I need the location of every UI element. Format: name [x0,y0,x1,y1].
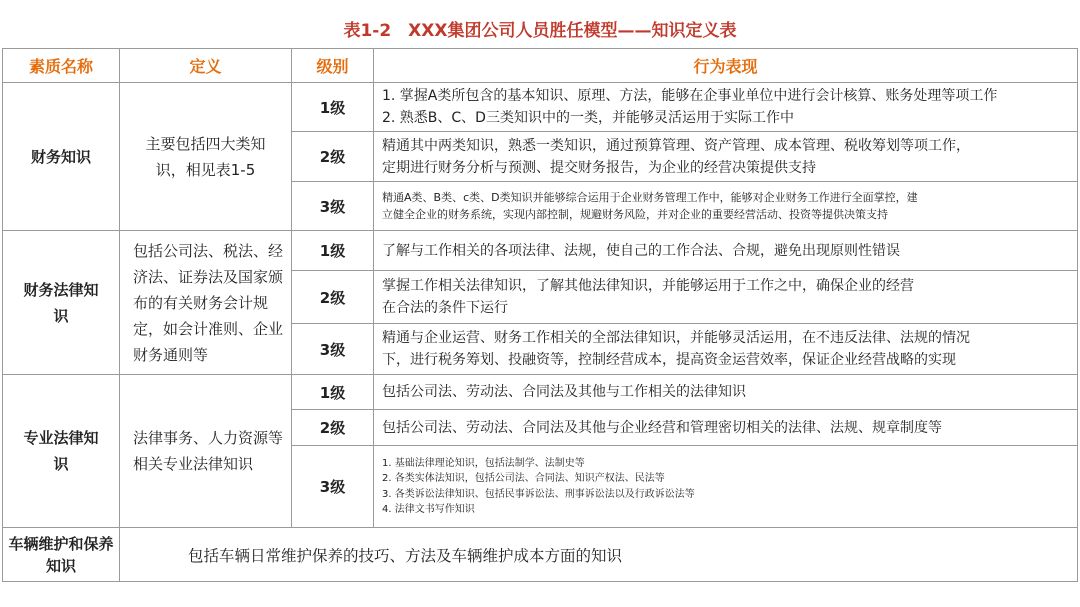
behavior-line: 下，进行税务筹划、投融资等，控制经营成本，提高资金运营效率，保证企业经营战略的实现 [382,352,956,368]
knowledge-definition-table [2,48,1078,582]
header-definition: 定义 [120,49,292,83]
behavior-cell [374,446,1078,528]
competency-name: 专业法律知识 [3,375,120,528]
behavior-line: 掌握工作相关法律知识，了解其他法律知识，并能够运用于工作之中，确保企业的经营 [382,278,914,294]
level-label: 1级 [292,231,374,271]
behavior-cell [374,231,1078,271]
behavior-line: 精通与企业运营、财务工作相关的全部法律知识，并能够灵活运用，在不违反法律、法规的情况 [382,330,970,346]
competency-name: 车辆维护和保养知识 [3,528,120,582]
header-name: 素质名称 [3,49,120,83]
behavior-line: 了解与工作相关的各项法律、法规，使自己的工作合法、合规，避免出现原则性错误 [382,242,900,259]
competency-name: 财务知识 [3,83,120,231]
behavior-line: 包括公司法、劳动法、合同法及其他与工作相关的法律知识 [382,384,746,400]
competency-definition: 法律事务、人力资源等相关专业法律知识 [120,375,292,528]
competency-definition: 包括公司法、税法、经济法、证券法及国家颁布的有关财务会计规定，如会计准则、企业财务通则等 [120,231,292,375]
behavior-line: 立健全企业的财务系统，实现内部控制，规避财务风险，并对企业的重要经营活动、投资等提供决策支持 [382,208,888,221]
level-label: 2级 [292,410,374,446]
behavior-line: 4. 法律文书写作知识 [382,504,475,515]
table-row [3,528,1078,582]
behavior-line: 2. 各类实体法知识，包括公司法、合同法、知识产权法、民法等 [382,473,665,484]
level-label: 2级 [292,271,374,324]
behavior-cell [374,182,1078,231]
behavior-cell [374,271,1078,324]
level-label: 2级 [292,132,374,182]
level-label: 1级 [292,83,374,132]
behavior-line: 精通A类、B类、c类、D类知识并能够综合运用于企业财务管理工作中，能够对企业财务工作进行全面掌控，建 [382,191,918,204]
behavior-line: 定期进行财务分析与预测、提交财务报告，为企业的经营决策提供支持 [382,159,816,176]
behavior-line: 在合法的条件下运行 [382,300,508,316]
level-label: 1级 [292,375,374,410]
behavior-cell [374,83,1078,132]
table-row [3,375,1078,410]
table-title: 表1-2 XXX集团公司人员胜任模型——知识定义表 [343,21,737,41]
level-label: 3级 [292,446,374,528]
competency-name: 财务法律知识 [3,231,120,375]
header-row [3,49,1078,83]
header-behavior: 行为表现 [374,49,1078,83]
behavior-cell [374,375,1078,410]
level-label: 3级 [292,182,374,231]
behavior-line: 1. 基础法律理论知识，包括法制学、法制史等 [382,457,585,469]
behavior-line: 1. 掌握A类所包含的基本知识、原理、方法，能够在企事业单位中进行会计核算、账务处理等项工作 [382,88,998,104]
behavior-line: 2. 熟悉B、C、D三类知识中的一类，并能够灵活运用于实际工作中 [382,110,794,126]
behavior-cell [374,410,1078,446]
behavior-line: 3. 各类诉讼法律知识、包括民事诉讼法、刑事诉讼法以及行政诉讼法等 [382,488,695,500]
competency-definition: 包括车辆日常维护保养的技巧、方法及车辆维护成本方面的知识 [120,528,1078,582]
header-level: 级别 [292,49,374,83]
behavior-line: 包括公司法、劳动法、合同法及其他与企业经营和管理密切相关的法律、法规、规章制度等 [382,419,942,436]
competency-definition: 主要包括四大类知识，相见表1-5 [120,83,292,231]
behavior-cell [374,324,1078,375]
table-row [3,83,1078,132]
behavior-line: 精通其中两类知识，熟悉一类知识，通过预算管理、资产管理、成本管理、税收筹划等项工作， [382,137,970,154]
table-row [3,231,1078,271]
level-label: 3级 [292,324,374,375]
behavior-cell [374,132,1078,182]
